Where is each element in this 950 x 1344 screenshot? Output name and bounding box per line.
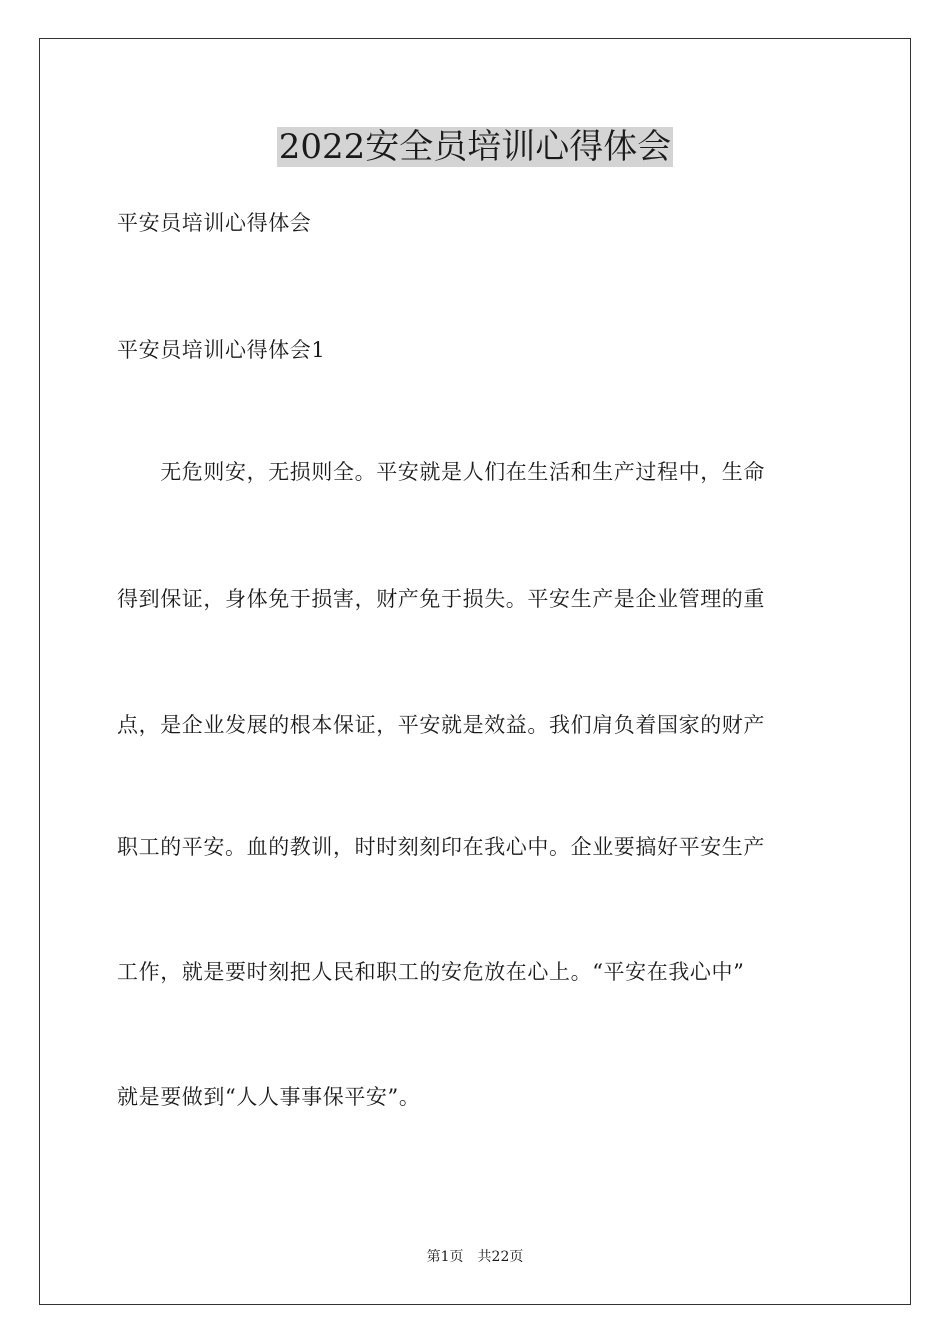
paragraph-line: 得到保证，身体免于损害，财产免于损失。平安生产是企业管理的重 — [117, 587, 765, 611]
document-title — [0, 124, 950, 170]
paragraph-line: 点，是企业发展的根本保证，平安就是效益。我们肩负着国家的财产 — [117, 713, 765, 737]
document-subtitle: 平安员培训心得体会 — [117, 211, 312, 235]
page-footer: 第1页 共22页 — [426, 1249, 524, 1265]
paragraph-line: 工作，就是要时刻把人民和职工的安危放在心上。“平安在我心中” — [117, 960, 745, 984]
section-heading: 平安员培训心得体会1 — [117, 338, 326, 362]
paragraph-line: 职工的平安。血的教训，时时刻刻印在我心中。企业要搞好平安生产 — [117, 835, 765, 859]
paragraph-line: 无危则安，无损则全。平安就是人们在生活和生产过程中，生命 — [117, 460, 765, 484]
document-title-text: 2022安全员培训心得体会 — [278, 127, 672, 167]
paragraph-line: 就是要做到“人人事事保平安”。 — [117, 1085, 421, 1109]
